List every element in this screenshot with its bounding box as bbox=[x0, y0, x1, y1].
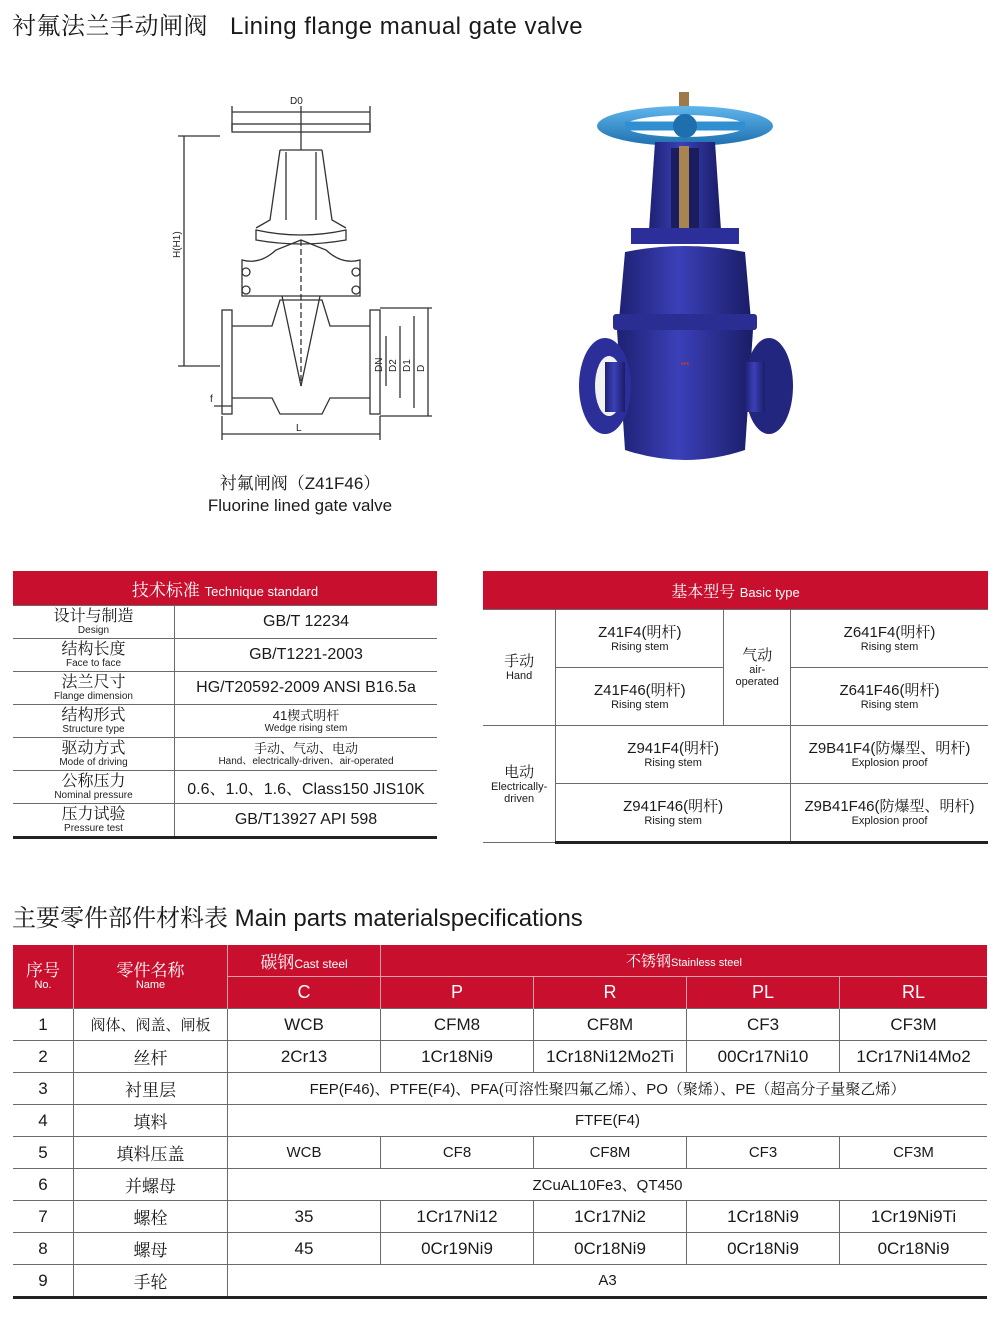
air-label-zh: 气动 bbox=[742, 647, 773, 664]
table-row bbox=[13, 1041, 987, 1073]
dim-l-label: L bbox=[296, 423, 302, 434]
row-cell: 1Cr18Ni9 bbox=[687, 1201, 840, 1233]
model-name: Z641F46(明杆) bbox=[839, 682, 940, 699]
hand-label-zh: 手动 bbox=[504, 653, 535, 670]
row-no: 5 bbox=[13, 1137, 74, 1169]
row-value: GB/T13927 API 598 bbox=[175, 804, 438, 838]
grade-header: P bbox=[381, 977, 534, 1009]
air-label-en: air-operated bbox=[735, 664, 779, 688]
row-value: GB/T 12234 bbox=[175, 606, 438, 639]
model-note: Rising stem bbox=[644, 815, 702, 827]
materials-section-title: 主要零件部件材料表 Main parts materialspecifications bbox=[12, 905, 583, 932]
table-row bbox=[13, 1233, 987, 1265]
caption-zh: 衬氟闸阀（Z41F46） bbox=[219, 474, 381, 493]
row-label-zh: 结构长度 bbox=[61, 640, 126, 658]
valve-product-image bbox=[575, 90, 795, 485]
row-value: GB/T1221-2003 bbox=[175, 639, 438, 672]
table-row bbox=[13, 1201, 987, 1233]
row-cell: 0Cr18Ni9 bbox=[534, 1233, 687, 1265]
row-cell: 00Cr17Ni10 bbox=[687, 1041, 840, 1073]
model-note: Rising stem bbox=[644, 757, 702, 769]
dim-d-label: D bbox=[416, 364, 427, 372]
row-no: 8 bbox=[13, 1233, 74, 1265]
table-row bbox=[13, 771, 437, 804]
row-no: 2 bbox=[13, 1041, 74, 1073]
dim-h-label: H(H1) bbox=[172, 231, 183, 258]
row-name: 填料压盖 bbox=[74, 1137, 228, 1169]
basic-header-zh: 基本型号 bbox=[671, 583, 736, 601]
row-name: 螺母 bbox=[74, 1233, 228, 1265]
row-no: 1 bbox=[13, 1009, 74, 1041]
row-cell: 1Cr17Ni14Mo2 bbox=[840, 1041, 988, 1073]
row-cell: CF3M bbox=[840, 1009, 988, 1041]
model-name: Z641F4(明杆) bbox=[843, 624, 936, 641]
dim-f-label: f bbox=[210, 394, 213, 405]
page-title bbox=[12, 6, 583, 41]
row-no: 7 bbox=[13, 1201, 74, 1233]
row-cell: 2Cr13 bbox=[228, 1041, 381, 1073]
row-label-en: Structure type bbox=[62, 723, 125, 735]
row-name: 填料 bbox=[74, 1105, 228, 1137]
row-cell: 1Cr19Ni9Ti bbox=[840, 1201, 988, 1233]
row-label-en: Pressure test bbox=[64, 822, 123, 834]
header-no bbox=[13, 945, 74, 1009]
row-name: 衬里层 bbox=[74, 1073, 228, 1105]
grade-header: R bbox=[534, 977, 687, 1009]
row-cell: WCB bbox=[228, 1009, 381, 1041]
table-row bbox=[13, 1105, 987, 1137]
table-row bbox=[13, 1169, 987, 1201]
row-value-en: Wedge rising stem bbox=[264, 722, 348, 734]
model-note: Rising stem bbox=[611, 641, 669, 653]
table-row bbox=[483, 726, 988, 784]
row-label-zh: 公称压力 bbox=[61, 772, 126, 790]
row-no: 4 bbox=[13, 1105, 74, 1137]
model-note: Explosion proof bbox=[851, 815, 928, 827]
row-label-zh: 驱动方式 bbox=[61, 739, 126, 757]
electric-label-en: Electrically-driven bbox=[491, 780, 548, 805]
table-row bbox=[13, 1137, 987, 1169]
row-cell: CFM8 bbox=[381, 1009, 534, 1041]
row-cell: CF3M bbox=[840, 1137, 988, 1169]
page-title-en: Lining flange manual gate valve bbox=[230, 13, 584, 40]
row-cell: 0Cr18Ni9 bbox=[840, 1233, 988, 1265]
row-span-value: A3 bbox=[228, 1265, 988, 1298]
tech-header-zh: 技术标准 bbox=[131, 580, 200, 600]
drawing-caption bbox=[150, 473, 450, 517]
model-name: Z41F46(明杆) bbox=[593, 682, 686, 699]
table-row bbox=[483, 784, 988, 843]
dim-d0-label: D0 bbox=[290, 96, 303, 107]
table-row bbox=[13, 639, 437, 672]
row-cell: 0Cr19Ni9 bbox=[381, 1233, 534, 1265]
caption-en: Fluorine lined gate valve bbox=[207, 496, 393, 515]
header-no-zh: 序号 bbox=[26, 961, 60, 980]
row-name: 阀体、阀盖、闸板 bbox=[74, 1009, 228, 1041]
table-row bbox=[13, 606, 437, 639]
header-stainless bbox=[381, 945, 988, 977]
header-cast bbox=[228, 945, 381, 977]
row-no: 9 bbox=[13, 1265, 74, 1298]
row-cell: CF3 bbox=[687, 1137, 840, 1169]
row-label-en: Nominal pressure bbox=[54, 789, 133, 801]
model-name: Z941F4(明杆) bbox=[627, 740, 719, 757]
row-cell: 35 bbox=[228, 1201, 381, 1233]
hand-label-en: Hand bbox=[505, 670, 533, 682]
table-row bbox=[13, 1073, 987, 1105]
tech-header-en: Technique standard bbox=[204, 583, 319, 599]
row-cell: WCB bbox=[228, 1137, 381, 1169]
row-span-value: FTFE(F4) bbox=[228, 1105, 988, 1137]
table-row bbox=[13, 672, 437, 705]
row-label-en: Mode of driving bbox=[59, 756, 128, 768]
row-cell: 1Cr17Ni12 bbox=[381, 1201, 534, 1233]
row-name: 并螺母 bbox=[74, 1169, 228, 1201]
svg-text:▪▪▪: ▪▪▪ bbox=[680, 359, 690, 368]
row-cell: 45 bbox=[228, 1233, 381, 1265]
header-cast-zh: 碳钢 bbox=[260, 953, 295, 972]
table-row bbox=[13, 738, 437, 771]
header-name-zh: 零件名称 bbox=[116, 961, 185, 980]
dim-d2-label: D2 bbox=[388, 359, 399, 372]
row-name: 螺栓 bbox=[74, 1201, 228, 1233]
row-label-zh: 法兰尺寸 bbox=[61, 673, 126, 691]
row-label-zh: 设计与制造 bbox=[53, 607, 134, 625]
dim-dn-label: DN bbox=[374, 357, 385, 372]
materials-header-row bbox=[13, 945, 987, 977]
page-title-zh: 衬氟法兰手动闸阀 bbox=[12, 13, 208, 40]
basic-type-table bbox=[483, 571, 988, 844]
valve-technical-drawing bbox=[160, 90, 440, 450]
model-name: Z941F46(明杆) bbox=[623, 798, 724, 815]
row-value-zh: 手动、气动、电动 bbox=[253, 740, 358, 756]
row-label-zh: 结构形式 bbox=[61, 706, 126, 724]
grade-header: C bbox=[228, 977, 381, 1009]
row-no: 6 bbox=[13, 1169, 74, 1201]
model-name: Z9B41F4(防爆型、明杆) bbox=[808, 740, 971, 757]
row-cell: CF3 bbox=[687, 1009, 840, 1041]
row-cell: CF8M bbox=[534, 1137, 687, 1169]
header-name-en: Name bbox=[135, 979, 166, 991]
header-name bbox=[74, 945, 228, 1009]
model-name: Z9B41F46(防爆型、明杆) bbox=[804, 798, 975, 815]
row-cell: 1Cr18Ni9 bbox=[381, 1041, 534, 1073]
row-value: HG/T20592-2009 ANSI B16.5a bbox=[175, 672, 438, 705]
table-row bbox=[13, 1265, 987, 1298]
row-cell: CF8 bbox=[381, 1137, 534, 1169]
technique-standard-header bbox=[13, 571, 437, 606]
model-note: Explosion proof bbox=[851, 757, 928, 769]
row-label-en: Face to face bbox=[65, 657, 122, 669]
basic-header-en: Basic type bbox=[739, 584, 800, 600]
table-row bbox=[13, 804, 437, 838]
model-name: Z41F4(明杆) bbox=[598, 624, 682, 641]
row-cell: 0Cr18Ni9 bbox=[687, 1233, 840, 1265]
basic-type-header bbox=[483, 571, 988, 610]
model-note: Rising stem bbox=[611, 699, 669, 711]
grade-header: RL bbox=[840, 977, 988, 1009]
header-no-en: No. bbox=[34, 979, 52, 991]
row-label-en: Design bbox=[77, 624, 110, 636]
row-value-zh: 41楔式明杆 bbox=[272, 707, 340, 723]
row-span-value: FEP(F46)、PTFE(F4)、PFA(可溶性聚四氟乙烯）、PO（聚烯）、PE（超高分子量聚乙烯） bbox=[228, 1073, 988, 1105]
header-stainless-en: Stainless steel bbox=[671, 957, 742, 969]
grade-header: PL bbox=[687, 977, 840, 1009]
table-row bbox=[13, 705, 437, 738]
row-cell: CF8M bbox=[534, 1009, 687, 1041]
row-value-en: Hand、electrically-driven、air-operated bbox=[218, 755, 394, 767]
row-cell: 1Cr17Ni2 bbox=[534, 1201, 687, 1233]
row-label-zh: 压力试验 bbox=[61, 805, 126, 823]
row-label-en: Flange dimension bbox=[54, 690, 133, 702]
row-span-value: ZCuAL10Fe3、QT450 bbox=[228, 1169, 988, 1201]
table-row bbox=[13, 1009, 987, 1041]
row-value: 0.6、1.0、1.6、Class150 JIS10K bbox=[175, 771, 438, 804]
header-cast-en: Cast steel bbox=[294, 957, 348, 971]
model-note: Rising stem bbox=[860, 699, 919, 711]
row-name: 手轮 bbox=[74, 1265, 228, 1298]
technique-standard-table bbox=[13, 571, 437, 839]
model-note: Rising stem bbox=[860, 641, 919, 653]
materials-table bbox=[13, 945, 987, 1299]
row-cell: 1Cr18Ni12Mo2Ti bbox=[534, 1041, 687, 1073]
electric-label-zh: 电动 bbox=[504, 763, 535, 781]
dim-d1-label: D1 bbox=[402, 359, 413, 372]
header-stainless-zh: 不锈钢 bbox=[626, 953, 672, 970]
row-no: 3 bbox=[13, 1073, 74, 1105]
row-name: 丝杆 bbox=[74, 1041, 228, 1073]
table-row bbox=[483, 610, 988, 668]
